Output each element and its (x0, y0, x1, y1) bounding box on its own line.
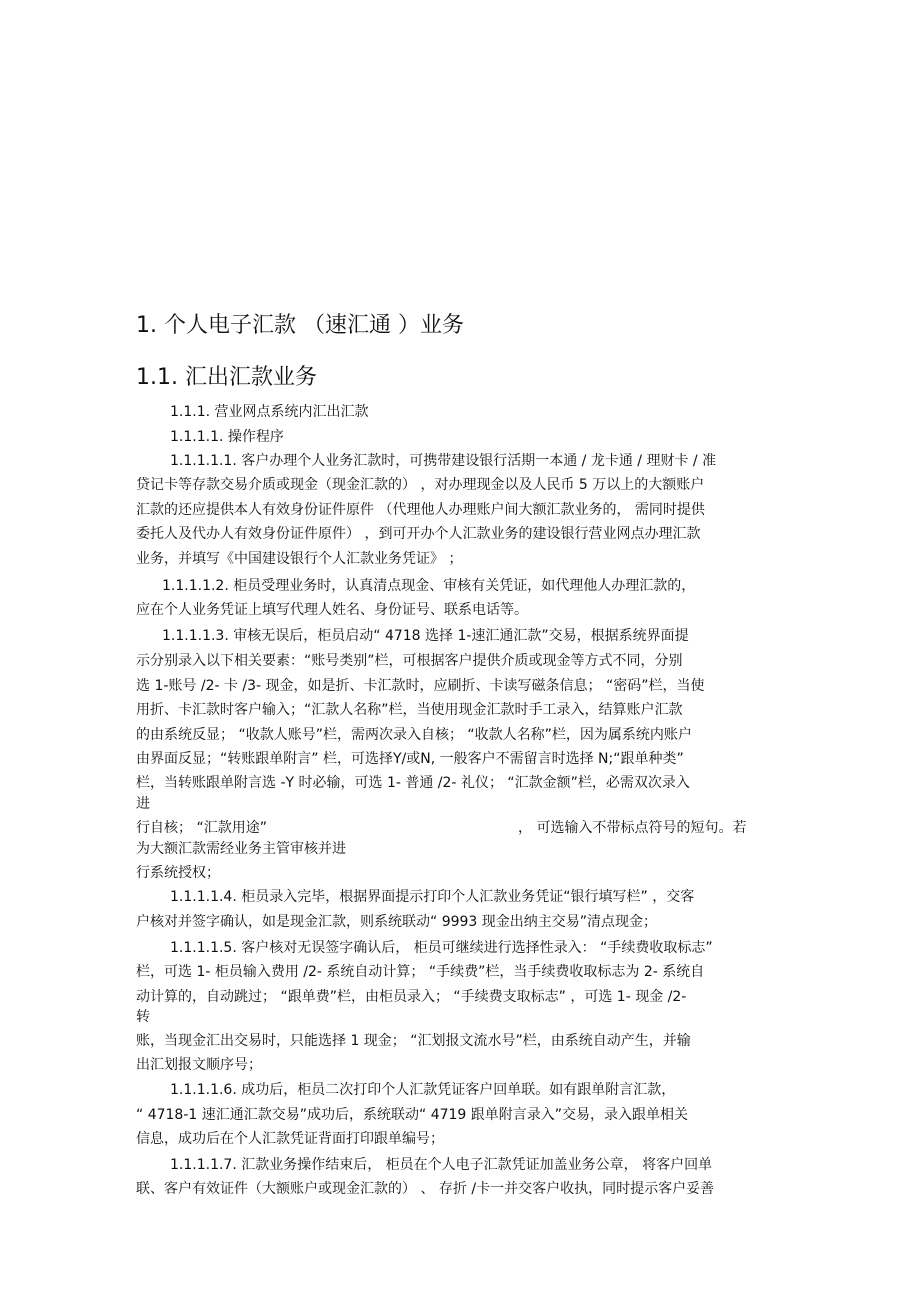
text-line: 1.1.1.1.3. 审核无误后，柜员启动“ 4718 选择 1-速汇通汇款”交易，根据系统界面提 (162, 628, 689, 644)
text-line: 贷记卡等存款交易介质或现金（现金汇款的） ，对办理现金以及人民币 5 万以上的大额账户 (136, 477, 705, 493)
text-line: “ 4718-1 速汇通汇款交易”成功后，系统联动“ 4719 跟单附言录入”交易，录入跟单相关 (136, 1107, 689, 1123)
text-line: 由界面反显；“转账跟单附言” 栏，可选择Y/或N, 一般客户不需留言时选择 N;“跟单种类” (136, 751, 684, 767)
heading-1-1: 1.1. 汇出汇款业务 (136, 365, 317, 390)
text-line: 账，当现金汇出交易时，只能选择 1 现金； “汇划报文流水号”栏，由系统自动产生，并输 (136, 1033, 691, 1049)
text-line: 1.1.1.1.1. 客户办理个人业务汇款时，可携带建设银行活期一本通 / 龙卡通 / 理财卡 / 准 (170, 453, 717, 469)
text-line: 1.1.1.1.5. 客户核对无误签字确认后， 柜员可继续进行选择性录入： “手续费收取标志” (170, 940, 713, 956)
text-line: 联、客户有效证件（大额账户或现金汇款的） 、 存折 /卡一并交客户收执，同时提示客户妥善 (136, 1181, 715, 1197)
text-line: 选 1-账号 /2- 卡 /3- 现金，如是折、卡汇款时，应刷折、卡读写磁条信息； “密码”栏，当使 (136, 678, 705, 694)
text-line: 的由系统反显； “收款人账号”栏，需两次录入自核； “收款人名称”栏，因为属系统内账户 (136, 727, 692, 743)
text-line: 1.1.1.1.6. 成功后，柜员二次打印个人汇款凭证客户回单联。如有跟单附言汇款， (170, 1082, 676, 1098)
text-line: 栏，可选 1- 柜员输入费用 /2- 系统自动计算； “手续费”栏，当手续费收取标志为 2- 系统自 (136, 964, 705, 980)
heading-1: 1. 个人电子汇款 （速汇通 ）业务 (136, 313, 464, 338)
text-line: 出汇划报文顺序号； (136, 1057, 262, 1073)
text-line: 用折、卡汇款时客户输入；“汇款人名称”栏，当使用现金汇款时手工录入，结算账户汇款 (136, 702, 683, 718)
text-line: 业务，并填写《中国建设银行个人汇款业务凭证》 ； (136, 551, 463, 567)
text-line: 1.1.1.1.7. 汇款业务操作结束后， 柜员在个人电子汇款凭证加盖业务公章， 将客户回单 (170, 1157, 713, 1173)
heading-1-1-1-1: 1.1.1.1. 操作程序 (170, 429, 284, 445)
text-line: 示分别录入以下相关要素：“账号类别”栏，可根据客户提供介质或现金等方式不同，分别 (136, 653, 683, 669)
text-line: 户核对并签字确认，如是现金汇款，则系统联动“ 9993 现金出纳主交易”清点现金； (136, 914, 658, 930)
text-line: 应在个人业务凭证上填写代理人姓名、身份证号、联系电话等。 (136, 602, 528, 618)
text-line: 1.1.1.1.4. 柜员录入完毕，根据界面提示打印个人汇款业务凭证“银行填写栏” ，交客 (170, 889, 695, 905)
text-line: ， 可选输入不带标点符号的短句。若 (518, 820, 747, 836)
text-line: 行系统授权； (136, 865, 220, 881)
text-line: 为大额汇款需经业务主管审核并进 (136, 841, 346, 857)
text-line: 信息，成功后在个人汇款凭证背面打印跟单编号； (136, 1131, 444, 1147)
text-line: 汇款的还应提供本人有效身份证件原件 （代理他人办理账户间大额汇款业务的， 需同时提供 (136, 502, 705, 518)
text-line: 动计算的，自动跳过； “跟单费”栏，由柜员录入； “手续费支取标志” ，可选 1- 现金 /2- (136, 989, 687, 1005)
text-line: 栏，当转账跟单附言选 -Y 时必输，可选 1- 普通 /2- 礼仪； “汇款金额”栏，必需双次录入 (136, 775, 690, 791)
text-line: 进 (136, 796, 150, 812)
text-line: 委托人及代办人有效身份证件原件） ，到可开办个人汇款业务的建设银行营业网点办理汇款 (136, 526, 701, 542)
text-line: 1.1.1.1.2. 柜员受理业务时，认真清点现金、审核有关凭证，如代理他人办理汇款的， (162, 578, 696, 594)
text-line: 转 (136, 1009, 150, 1025)
text-line: 行自核； “汇款用途” (136, 820, 267, 836)
heading-1-1-1: 1.1.1. 营业网点系统内汇出汇款 (170, 404, 369, 420)
